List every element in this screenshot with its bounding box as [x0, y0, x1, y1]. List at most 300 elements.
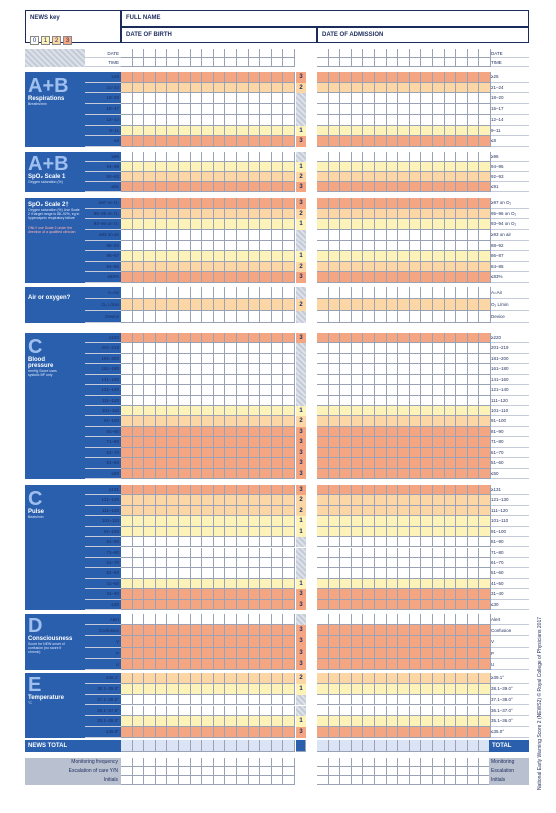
grid-cell[interactable] [214, 589, 226, 599]
grid-cell[interactable] [144, 311, 156, 323]
news-total-cell[interactable] [133, 740, 145, 752]
grid-cell[interactable] [410, 364, 422, 374]
grid-cell[interactable] [398, 182, 410, 192]
grid-cell[interactable] [468, 209, 480, 220]
grid-cell[interactable] [468, 93, 480, 104]
grid-cell[interactable] [363, 673, 375, 684]
grid-cell[interactable] [260, 458, 272, 468]
grid-cell[interactable] [121, 58, 133, 67]
grid-cell[interactable] [456, 299, 468, 311]
grid-cell[interactable] [468, 485, 480, 495]
grid-cell[interactable] [272, 614, 284, 625]
grid-cell[interactable] [283, 49, 295, 58]
grid-cell[interactable] [202, 83, 214, 94]
grid-cell[interactable] [329, 209, 341, 220]
grid-cell[interactable] [340, 230, 352, 241]
grid-cell[interactable] [410, 527, 422, 537]
grid-cell[interactable] [340, 548, 352, 558]
grid-cell[interactable] [317, 209, 329, 220]
grid-cell[interactable] [260, 209, 272, 220]
grid-cell[interactable] [191, 648, 203, 659]
grid-cell[interactable] [479, 287, 491, 299]
grid-cell[interactable] [456, 673, 468, 684]
grid-cell[interactable] [237, 136, 249, 147]
grid-cell[interactable] [410, 272, 422, 283]
grid-cell[interactable] [456, 589, 468, 599]
grid-cell[interactable] [167, 251, 179, 262]
grid-cell[interactable] [375, 427, 387, 437]
grid-cell[interactable] [179, 299, 191, 311]
grid-cell[interactable] [260, 558, 272, 568]
grid-cell[interactable] [225, 262, 237, 273]
grid-cell[interactable] [191, 727, 203, 738]
grid-cell[interactable] [317, 600, 329, 610]
grid-cell[interactable] [398, 579, 410, 589]
grid-cell[interactable] [410, 548, 422, 558]
grid-cell[interactable] [352, 287, 364, 299]
grid-cell[interactable] [133, 614, 145, 625]
grid-cell[interactable] [214, 716, 226, 727]
grid-cell[interactable] [121, 458, 133, 468]
grid-cell[interactable] [214, 93, 226, 104]
grid-cell[interactable] [133, 506, 145, 516]
grid-cell[interactable] [260, 485, 272, 495]
grid-cell[interactable] [352, 83, 364, 94]
footer-cell[interactable] [433, 767, 445, 776]
grid-cell[interactable] [456, 684, 468, 695]
grid-cell[interactable] [340, 727, 352, 738]
grid-cell[interactable] [479, 58, 491, 67]
grid-cell[interactable] [329, 527, 341, 537]
grid-cell[interactable] [237, 375, 249, 385]
grid-cell[interactable] [179, 241, 191, 252]
grid-cell[interactable] [121, 49, 133, 58]
grid-cell[interactable] [387, 385, 399, 395]
grid-cell[interactable] [375, 684, 387, 695]
grid-cell[interactable] [479, 104, 491, 115]
footer-cell[interactable] [225, 767, 237, 776]
news-total-cell[interactable] [225, 740, 237, 752]
grid-cell[interactable] [144, 241, 156, 252]
grid-cell[interactable] [214, 516, 226, 526]
grid-cell[interactable] [433, 262, 445, 273]
grid-cell[interactable] [479, 485, 491, 495]
grid-cell[interactable] [214, 600, 226, 610]
grid-cell[interactable] [445, 375, 457, 385]
grid-cell[interactable] [410, 416, 422, 426]
grid-cell[interactable] [249, 83, 261, 94]
grid-cell[interactable] [121, 72, 133, 83]
grid-cell[interactable] [237, 333, 249, 343]
grid-cell[interactable] [479, 706, 491, 717]
grid-cell[interactable] [249, 198, 261, 209]
grid-cell[interactable] [375, 104, 387, 115]
grid-cell[interactable] [237, 72, 249, 83]
footer-cell[interactable] [272, 767, 284, 776]
grid-cell[interactable] [144, 406, 156, 416]
grid-cell[interactable] [225, 115, 237, 126]
grid-cell[interactable] [249, 375, 261, 385]
grid-cell[interactable] [133, 198, 145, 209]
grid-cell[interactable] [479, 427, 491, 437]
grid-cell[interactable] [433, 209, 445, 220]
grid-cell[interactable] [479, 437, 491, 447]
grid-cell[interactable] [375, 172, 387, 182]
grid-cell[interactable] [398, 673, 410, 684]
grid-cell[interactable] [144, 333, 156, 343]
grid-cell[interactable] [317, 262, 329, 273]
grid-cell[interactable] [202, 448, 214, 458]
grid-cell[interactable] [433, 230, 445, 241]
grid-cell[interactable] [191, 659, 203, 670]
grid-cell[interactable] [156, 209, 168, 220]
grid-cell[interactable] [421, 448, 433, 458]
grid-cell[interactable] [237, 600, 249, 610]
grid-cell[interactable] [225, 537, 237, 547]
grid-cell[interactable] [191, 162, 203, 172]
grid-cell[interactable] [468, 49, 480, 58]
grid-cell[interactable] [260, 219, 272, 230]
grid-cell[interactable] [202, 673, 214, 684]
grid-cell[interactable] [191, 311, 203, 323]
grid-cell[interactable] [167, 579, 179, 589]
grid-cell[interactable] [445, 516, 457, 526]
grid-cell[interactable] [375, 548, 387, 558]
grid-cell[interactable] [421, 219, 433, 230]
grid-cell[interactable] [133, 364, 145, 374]
grid-cell[interactable] [167, 262, 179, 273]
grid-cell[interactable] [237, 485, 249, 495]
footer-cell[interactable] [237, 776, 249, 785]
grid-cell[interactable] [456, 537, 468, 547]
grid-cell[interactable] [398, 385, 410, 395]
grid-cell[interactable] [144, 659, 156, 670]
grid-cell[interactable] [191, 58, 203, 67]
grid-cell[interactable] [479, 333, 491, 343]
grid-cell[interactable] [352, 495, 364, 505]
grid-cell[interactable] [249, 727, 261, 738]
footer-cell[interactable] [329, 776, 341, 785]
grid-cell[interactable] [133, 527, 145, 537]
grid-cell[interactable] [410, 516, 422, 526]
grid-cell[interactable] [445, 558, 457, 568]
grid-cell[interactable] [225, 58, 237, 67]
grid-cell[interactable] [317, 136, 329, 147]
grid-cell[interactable] [179, 136, 191, 147]
grid-cell[interactable] [352, 427, 364, 437]
grid-cell[interactable] [237, 506, 249, 516]
grid-cell[interactable] [363, 727, 375, 738]
grid-cell[interactable] [272, 706, 284, 717]
footer-cell[interactable] [121, 767, 133, 776]
grid-cell[interactable] [352, 706, 364, 717]
grid-cell[interactable] [121, 126, 133, 137]
grid-cell[interactable] [167, 659, 179, 670]
grid-cell[interactable] [410, 684, 422, 695]
grid-cell[interactable] [156, 548, 168, 558]
grid-cell[interactable] [375, 333, 387, 343]
grid-cell[interactable] [144, 396, 156, 406]
grid-cell[interactable] [144, 375, 156, 385]
footer-cell[interactable] [260, 758, 272, 767]
grid-cell[interactable] [121, 579, 133, 589]
grid-cell[interactable] [317, 448, 329, 458]
grid-cell[interactable] [191, 568, 203, 578]
grid-cell[interactable] [179, 469, 191, 479]
grid-cell[interactable] [191, 537, 203, 547]
grid-cell[interactable] [260, 364, 272, 374]
grid-cell[interactable] [340, 104, 352, 115]
grid-cell[interactable] [479, 364, 491, 374]
grid-cell[interactable] [179, 589, 191, 599]
grid-cell[interactable] [156, 579, 168, 589]
footer-cell[interactable] [191, 767, 203, 776]
grid-cell[interactable] [363, 706, 375, 717]
grid-cell[interactable] [421, 589, 433, 599]
grid-cell[interactable] [272, 272, 284, 283]
grid-cell[interactable] [387, 364, 399, 374]
grid-cell[interactable] [468, 364, 480, 374]
grid-cell[interactable] [191, 182, 203, 192]
grid-cell[interactable] [249, 172, 261, 182]
grid-cell[interactable] [329, 93, 341, 104]
grid-cell[interactable] [445, 49, 457, 58]
grid-cell[interactable] [191, 716, 203, 727]
footer-cell[interactable] [214, 776, 226, 785]
grid-cell[interactable] [375, 385, 387, 395]
grid-cell[interactable] [456, 115, 468, 126]
grid-cell[interactable] [468, 287, 480, 299]
grid-cell[interactable] [445, 636, 457, 647]
grid-cell[interactable] [468, 600, 480, 610]
grid-cell[interactable] [340, 716, 352, 727]
grid-cell[interactable] [329, 548, 341, 558]
grid-cell[interactable] [133, 172, 145, 182]
grid-cell[interactable] [387, 49, 399, 58]
grid-cell[interactable] [202, 706, 214, 717]
grid-cell[interactable] [398, 287, 410, 299]
grid-cell[interactable] [225, 716, 237, 727]
grid-cell[interactable] [214, 198, 226, 209]
grid-cell[interactable] [225, 182, 237, 192]
footer-cell[interactable] [249, 767, 261, 776]
grid-cell[interactable] [329, 579, 341, 589]
grid-cell[interactable] [363, 182, 375, 192]
grid-cell[interactable] [179, 72, 191, 83]
grid-cell[interactable] [468, 115, 480, 126]
grid-cell[interactable] [191, 458, 203, 468]
grid-cell[interactable] [340, 706, 352, 717]
grid-cell[interactable] [249, 537, 261, 547]
grid-cell[interactable] [445, 416, 457, 426]
grid-cell[interactable] [237, 695, 249, 706]
grid-cell[interactable] [283, 427, 295, 437]
grid-cell[interactable] [375, 406, 387, 416]
grid-cell[interactable] [167, 126, 179, 137]
grid-cell[interactable] [133, 625, 145, 636]
grid-cell[interactable] [260, 589, 272, 599]
grid-cell[interactable] [121, 469, 133, 479]
grid-cell[interactable] [445, 72, 457, 83]
grid-cell[interactable] [421, 299, 433, 311]
grid-cell[interactable] [121, 727, 133, 738]
grid-cell[interactable] [352, 558, 364, 568]
grid-cell[interactable] [202, 230, 214, 241]
grid-cell[interactable] [468, 375, 480, 385]
grid-cell[interactable] [202, 648, 214, 659]
grid-cell[interactable] [363, 568, 375, 578]
grid-cell[interactable] [214, 311, 226, 323]
grid-cell[interactable] [249, 262, 261, 273]
grid-cell[interactable] [329, 272, 341, 283]
grid-cell[interactable] [387, 506, 399, 516]
grid-cell[interactable] [421, 648, 433, 659]
grid-cell[interactable] [456, 706, 468, 717]
news-total-cell[interactable] [202, 740, 214, 752]
grid-cell[interactable] [156, 537, 168, 547]
grid-cell[interactable] [260, 495, 272, 505]
grid-cell[interactable] [352, 648, 364, 659]
grid-cell[interactable] [283, 299, 295, 311]
grid-cell[interactable] [272, 448, 284, 458]
grid-cell[interactable] [352, 485, 364, 495]
grid-cell[interactable] [249, 506, 261, 516]
grid-cell[interactable] [144, 136, 156, 147]
grid-cell[interactable] [456, 485, 468, 495]
grid-cell[interactable] [363, 485, 375, 495]
grid-cell[interactable] [421, 93, 433, 104]
grid-cell[interactable] [191, 115, 203, 126]
footer-cell[interactable] [156, 767, 168, 776]
grid-cell[interactable] [272, 437, 284, 447]
grid-cell[interactable] [225, 448, 237, 458]
grid-cell[interactable] [202, 537, 214, 547]
grid-cell[interactable] [133, 695, 145, 706]
grid-cell[interactable] [468, 299, 480, 311]
grid-cell[interactable] [156, 506, 168, 516]
grid-cell[interactable] [214, 104, 226, 115]
grid-cell[interactable] [156, 485, 168, 495]
grid-cell[interactable] [340, 437, 352, 447]
grid-cell[interactable] [260, 648, 272, 659]
grid-cell[interactable] [363, 385, 375, 395]
grid-cell[interactable] [156, 49, 168, 58]
grid-cell[interactable] [249, 333, 261, 343]
grid-cell[interactable] [375, 600, 387, 610]
grid-cell[interactable] [398, 568, 410, 578]
grid-cell[interactable] [445, 684, 457, 695]
grid-cell[interactable] [456, 209, 468, 220]
grid-cell[interactable] [167, 527, 179, 537]
grid-cell[interactable] [456, 152, 468, 162]
grid-cell[interactable] [410, 495, 422, 505]
grid-cell[interactable] [398, 427, 410, 437]
grid-cell[interactable] [260, 72, 272, 83]
grid-cell[interactable] [456, 364, 468, 374]
grid-cell[interactable] [375, 527, 387, 537]
grid-cell[interactable] [191, 251, 203, 262]
grid-cell[interactable] [317, 333, 329, 343]
grid-cell[interactable] [421, 636, 433, 647]
grid-cell[interactable] [410, 209, 422, 220]
grid-cell[interactable] [121, 375, 133, 385]
grid-cell[interactable] [410, 458, 422, 468]
grid-cell[interactable] [340, 251, 352, 262]
grid-cell[interactable] [156, 172, 168, 182]
grid-cell[interactable] [283, 230, 295, 241]
grid-cell[interactable] [237, 516, 249, 526]
grid-cell[interactable] [272, 343, 284, 353]
grid-cell[interactable] [121, 648, 133, 659]
grid-cell[interactable] [133, 136, 145, 147]
grid-cell[interactable] [456, 568, 468, 578]
grid-cell[interactable] [456, 527, 468, 537]
footer-cell[interactable] [249, 776, 261, 785]
grid-cell[interactable] [191, 198, 203, 209]
grid-cell[interactable] [156, 684, 168, 695]
grid-cell[interactable] [352, 241, 364, 252]
grid-cell[interactable] [340, 684, 352, 695]
grid-cell[interactable] [237, 115, 249, 126]
grid-cell[interactable] [352, 182, 364, 192]
grid-cell[interactable] [363, 589, 375, 599]
grid-cell[interactable] [468, 396, 480, 406]
grid-cell[interactable] [214, 58, 226, 67]
grid-cell[interactable] [456, 558, 468, 568]
footer-cell[interactable] [433, 776, 445, 785]
grid-cell[interactable] [421, 548, 433, 558]
grid-cell[interactable] [283, 354, 295, 364]
footer-cell[interactable] [445, 758, 457, 767]
grid-cell[interactable] [191, 126, 203, 137]
grid-cell[interactable] [387, 695, 399, 706]
grid-cell[interactable] [375, 416, 387, 426]
grid-cell[interactable] [468, 230, 480, 241]
grid-cell[interactable] [167, 716, 179, 727]
grid-cell[interactable] [479, 83, 491, 94]
grid-cell[interactable] [468, 579, 480, 589]
grid-cell[interactable] [156, 299, 168, 311]
grid-cell[interactable] [179, 579, 191, 589]
grid-cell[interactable] [468, 684, 480, 695]
grid-cell[interactable] [421, 354, 433, 364]
grid-cell[interactable] [363, 614, 375, 625]
footer-cell[interactable] [283, 776, 295, 785]
grid-cell[interactable] [214, 396, 226, 406]
grid-cell[interactable] [214, 684, 226, 695]
grid-cell[interactable] [329, 241, 341, 252]
grid-cell[interactable] [202, 614, 214, 625]
grid-cell[interactable] [468, 695, 480, 706]
grid-cell[interactable] [191, 385, 203, 395]
grid-cell[interactable] [387, 579, 399, 589]
grid-cell[interactable] [144, 458, 156, 468]
grid-cell[interactable] [144, 589, 156, 599]
grid-cell[interactable] [352, 311, 364, 323]
grid-cell[interactable] [329, 83, 341, 94]
grid-cell[interactable] [249, 516, 261, 526]
grid-cell[interactable] [387, 558, 399, 568]
grid-cell[interactable] [363, 209, 375, 220]
grid-cell[interactable] [433, 495, 445, 505]
grid-cell[interactable] [479, 375, 491, 385]
grid-cell[interactable] [225, 506, 237, 516]
grid-cell[interactable] [340, 198, 352, 209]
grid-cell[interactable] [433, 485, 445, 495]
grid-cell[interactable] [191, 416, 203, 426]
grid-cell[interactable] [225, 364, 237, 374]
grid-cell[interactable] [156, 343, 168, 353]
